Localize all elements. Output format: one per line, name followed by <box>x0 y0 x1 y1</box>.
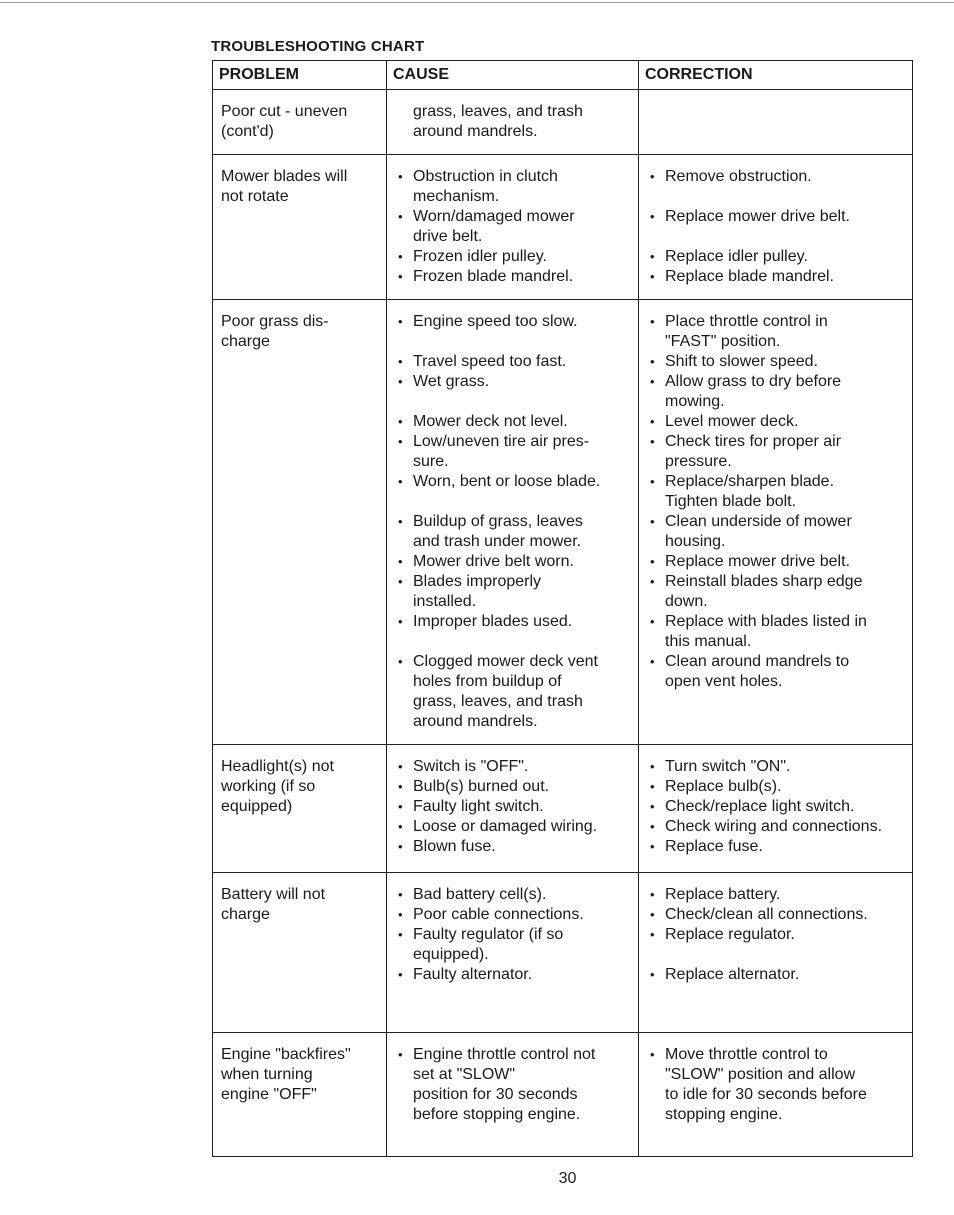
top-rule <box>0 2 954 3</box>
cause-item <box>395 572 630 612</box>
cause-text: • Worn, bent or loose blade. <box>413 473 601 490</box>
correction-text: • Check/replace light switch. <box>665 798 855 815</box>
correction-cell <box>639 745 913 873</box>
correction-text: • Move throttle control to "SLOW" position and allow to idle for 30 seconds before stopping engine. <box>665 1046 867 1123</box>
cause-text: grass, leaves, and trash around mandrels. <box>413 103 583 140</box>
header-row <box>213 61 913 90</box>
cause-item <box>395 905 630 925</box>
cause-text: • Engine throttle control not set at "SLOW" position for 30 seconds before stopping engine. <box>413 1046 596 1123</box>
cause-item <box>395 757 630 777</box>
correction-text: • Replace idler pulley. <box>665 248 808 265</box>
correction-item <box>647 352 904 372</box>
correction-item <box>647 757 904 777</box>
correction-text: • Allow grass to dry before mowing. <box>665 373 842 410</box>
correction-item <box>647 372 904 412</box>
cause-item <box>395 472 630 492</box>
correction-item <box>647 167 904 187</box>
cause-text: • Improper blades used. <box>413 613 573 630</box>
correction-item <box>647 837 904 857</box>
correction-text: • Check tires for proper air pressure. <box>665 433 842 470</box>
cause-item <box>395 612 630 632</box>
cause-item <box>395 267 630 287</box>
cause-list <box>395 167 630 287</box>
cause-item <box>395 512 630 552</box>
correction-list <box>647 885 904 985</box>
cause-item <box>395 1045 630 1125</box>
cause-list <box>395 102 630 142</box>
cause-text: • Bad battery cell(s). <box>413 886 547 903</box>
problem-cell <box>213 1033 387 1157</box>
problem-cell <box>213 300 387 745</box>
cause-text: • Engine speed too slow. <box>413 313 578 330</box>
cause-item <box>395 777 630 797</box>
correction-item <box>647 552 904 572</box>
table-body <box>213 90 913 1157</box>
cause-item <box>395 352 630 372</box>
correction-item <box>647 777 904 797</box>
problem-text: Poor grass dis- charge <box>221 313 329 350</box>
correction-text: • Reinstall blades sharp edge down. <box>665 573 863 610</box>
correction-item <box>647 965 904 985</box>
correction-cell <box>639 1033 913 1157</box>
problem-text: Engine "backfires" when turning engine "OFF" <box>221 1046 351 1103</box>
cause-text: • Mower deck not level. <box>413 413 568 430</box>
cause-text: • Faulty alternator. <box>413 966 533 983</box>
problem-cell <box>213 90 387 155</box>
cause-item <box>395 837 630 857</box>
correction-item <box>647 572 904 612</box>
cause-text: • Frozen blade mandrel. <box>413 268 574 285</box>
cause-cell <box>387 155 639 300</box>
correction-item <box>647 612 904 652</box>
cause-item <box>395 167 630 207</box>
correction-cell <box>639 873 913 1033</box>
correction-text: • Replace battery. <box>665 886 781 903</box>
cause-text: • Loose or damaged wiring. <box>413 818 598 835</box>
cause-text: • Clogged mower deck vent holes from buildup of grass, leaves, and trash around mandrels. <box>413 653 598 730</box>
header-problem: PROBLEM <box>213 61 387 90</box>
table-row <box>213 90 913 155</box>
correction-text: • Replace mower drive belt. <box>665 553 850 570</box>
correction-item <box>647 247 904 267</box>
cause-item <box>395 372 630 392</box>
cause-cell <box>387 873 639 1033</box>
correction-cell <box>639 300 913 745</box>
correction-text: • Remove obstruction. <box>665 168 812 185</box>
header-correction: CORRECTION <box>639 61 913 90</box>
problem-cell <box>213 873 387 1033</box>
correction-item <box>647 1045 904 1125</box>
cause-text: • Worn/damaged mower drive belt. <box>413 208 575 245</box>
cause-item <box>395 312 630 332</box>
correction-text: • Replace regulator. <box>665 926 795 943</box>
cause-item <box>395 432 630 472</box>
correction-text: • Clean underside of mower housing. <box>665 513 852 550</box>
cause-item <box>395 925 630 965</box>
cause-text: • Bulb(s) burned out. <box>413 778 550 795</box>
cause-text: • Low/uneven tire air pres- sure. <box>413 433 590 470</box>
correction-text: • Shift to slower speed. <box>665 353 818 370</box>
table-row <box>213 745 913 873</box>
correction-list <box>647 167 904 287</box>
correction-list <box>647 757 904 857</box>
problem-text: Poor cut - uneven (cont'd) <box>221 103 348 140</box>
problem-text: Mower blades will not rotate <box>221 168 348 205</box>
correction-text: • Replace blade mandrel. <box>665 268 834 285</box>
cause-item <box>395 247 630 267</box>
correction-item <box>647 905 904 925</box>
problem-text: Battery will not charge <box>221 886 326 923</box>
correction-text: • Replace alternator. <box>665 966 800 983</box>
cause-item <box>395 552 630 572</box>
problem-cell <box>213 155 387 300</box>
correction-text: • Replace fuse. <box>665 838 763 855</box>
cause-text: • Buildup of grass, leaves and trash under mower. <box>413 513 583 550</box>
cause-item <box>395 817 630 837</box>
correction-text: • Replace with blades listed in this manual. <box>665 613 867 650</box>
cause-item <box>395 652 630 732</box>
header-cause: CAUSE <box>387 61 639 90</box>
cause-item <box>395 965 630 985</box>
table-row <box>213 155 913 300</box>
problem-cell <box>213 745 387 873</box>
troubleshooting-table <box>212 60 913 1157</box>
cause-text: • Blades improperly installed. <box>413 573 542 610</box>
cause-item <box>395 412 630 432</box>
cause-text: • Obstruction in clutch mechanism. <box>413 168 558 205</box>
correction-item <box>647 207 904 227</box>
cause-item <box>395 885 630 905</box>
correction-text: • Place throttle control in "FAST" position. <box>665 313 828 350</box>
correction-item <box>647 817 904 837</box>
correction-item <box>647 312 904 352</box>
cause-cell <box>387 90 639 155</box>
cause-item <box>395 207 630 247</box>
correction-item <box>647 512 904 552</box>
cause-text: • Poor cable connections. <box>413 906 584 923</box>
correction-item <box>647 925 904 945</box>
cause-item <box>395 797 630 817</box>
correction-text: • Replace bulb(s). <box>665 778 782 795</box>
cause-text: • Wet grass. <box>413 373 490 390</box>
chart-title: TROUBLESHOOTING CHART <box>211 38 425 55</box>
correction-item <box>647 652 904 692</box>
cause-text: • Switch is "OFF". <box>413 758 529 775</box>
correction-item <box>647 885 904 905</box>
correction-text: • Replace/sharpen blade. Tighten blade bolt. <box>665 473 835 510</box>
table-row <box>213 300 913 745</box>
cause-text: • Frozen idler pulley. <box>413 248 547 265</box>
correction-text: • Level mower deck. <box>665 413 799 430</box>
cause-list <box>395 312 630 732</box>
cause-text: • Faulty light switch. <box>413 798 544 815</box>
correction-cell <box>639 90 913 155</box>
cause-item <box>395 102 630 142</box>
cause-text: • Mower drive belt worn. <box>413 553 574 570</box>
correction-item <box>647 797 904 817</box>
correction-list <box>647 1045 904 1125</box>
cause-cell <box>387 300 639 745</box>
cause-list <box>395 1045 630 1125</box>
correction-text: • Check wiring and connections. <box>665 818 883 835</box>
cause-text: • Faulty regulator (if so equipped). <box>413 926 564 963</box>
cause-list <box>395 757 630 857</box>
table-row <box>213 873 913 1033</box>
correction-text: • Replace mower drive belt. <box>665 208 850 225</box>
correction-cell <box>639 155 913 300</box>
cause-text: • Blown fuse. <box>413 838 496 855</box>
correction-list <box>647 312 904 692</box>
correction-item <box>647 432 904 472</box>
cause-text: • Travel speed too fast. <box>413 353 567 370</box>
page-number: 30 <box>558 1170 577 1187</box>
correction-item <box>647 472 904 512</box>
correction-text: • Turn switch "ON". <box>665 758 791 775</box>
correction-item <box>647 412 904 432</box>
problem-text: Headlight(s) not working (if so equipped) <box>221 758 334 815</box>
correction-text: • Check/clean all connections. <box>665 906 868 923</box>
cause-cell <box>387 745 639 873</box>
table-row <box>213 1033 913 1157</box>
cause-list <box>395 885 630 985</box>
cause-cell <box>387 1033 639 1157</box>
correction-item <box>647 267 904 287</box>
correction-text: • Clean around mandrels to open vent holes. <box>665 653 850 690</box>
